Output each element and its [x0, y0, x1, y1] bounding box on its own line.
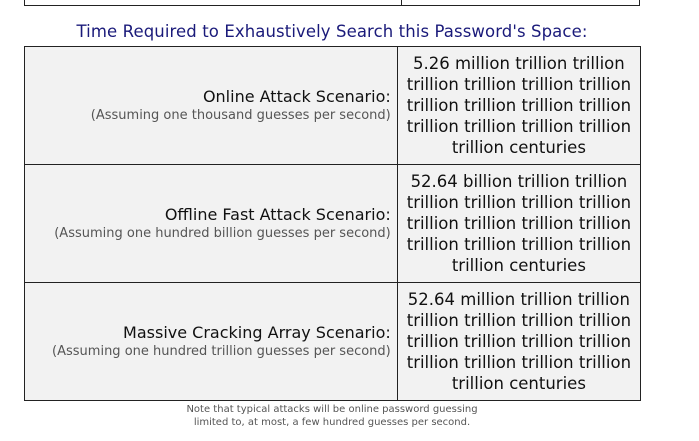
- table-row: [25, 283, 641, 401]
- footnote: [0, 403, 664, 429]
- table-row: [25, 47, 641, 165]
- search-time-table: [24, 46, 641, 401]
- time-value-online: 5.26 million trillion trillion trillion trillion trillion trillion trillion trillion trillion trillion trillion trillion trillion trillion trillion centuries: [397, 47, 640, 165]
- search-time-heading: Time Required to Exhaustively Search this Password's Space:: [76, 22, 588, 41]
- table-row: [25, 165, 641, 283]
- footnote-line-1: Note that typical attacks will be online password guessing: [186, 404, 478, 415]
- scenario-title: Online Attack Scenario:: [202, 87, 391, 106]
- previous-table-divider: [401, 0, 402, 6]
- time-value-massive-array: 52.64 million trillion trillion trillion trillion trillion trillion trillion trillion trillion trillion trillion trillion trillion trillion trillion centuries: [397, 283, 640, 401]
- scenario-note: (Assuming one hundred billion guesses per second): [54, 226, 391, 241]
- scenario-note: (Assuming one hundred trillion guesses per second): [52, 344, 391, 359]
- time-value-offline-fast: 52.64 billion trillion trillion trillion trillion trillion trillion trillion trillion trillion trillion trillion trillion trillion trillion trillion centuries: [397, 165, 640, 283]
- scenario-note: (Assuming one thousand guesses per second): [90, 108, 391, 123]
- scenario-title: Offline Fast Attack Scenario:: [164, 205, 391, 224]
- scenario-cell-offline-fast: [25, 165, 398, 283]
- scenario-cell-online: [25, 47, 398, 165]
- scenario-title: Massive Cracking Array Scenario:: [123, 323, 391, 342]
- previous-table-fragment: [24, 0, 640, 6]
- scenario-cell-massive-array: [25, 283, 398, 401]
- footnote-line-2: limited to, at most, a few hundred guesses per second.: [193, 417, 471, 428]
